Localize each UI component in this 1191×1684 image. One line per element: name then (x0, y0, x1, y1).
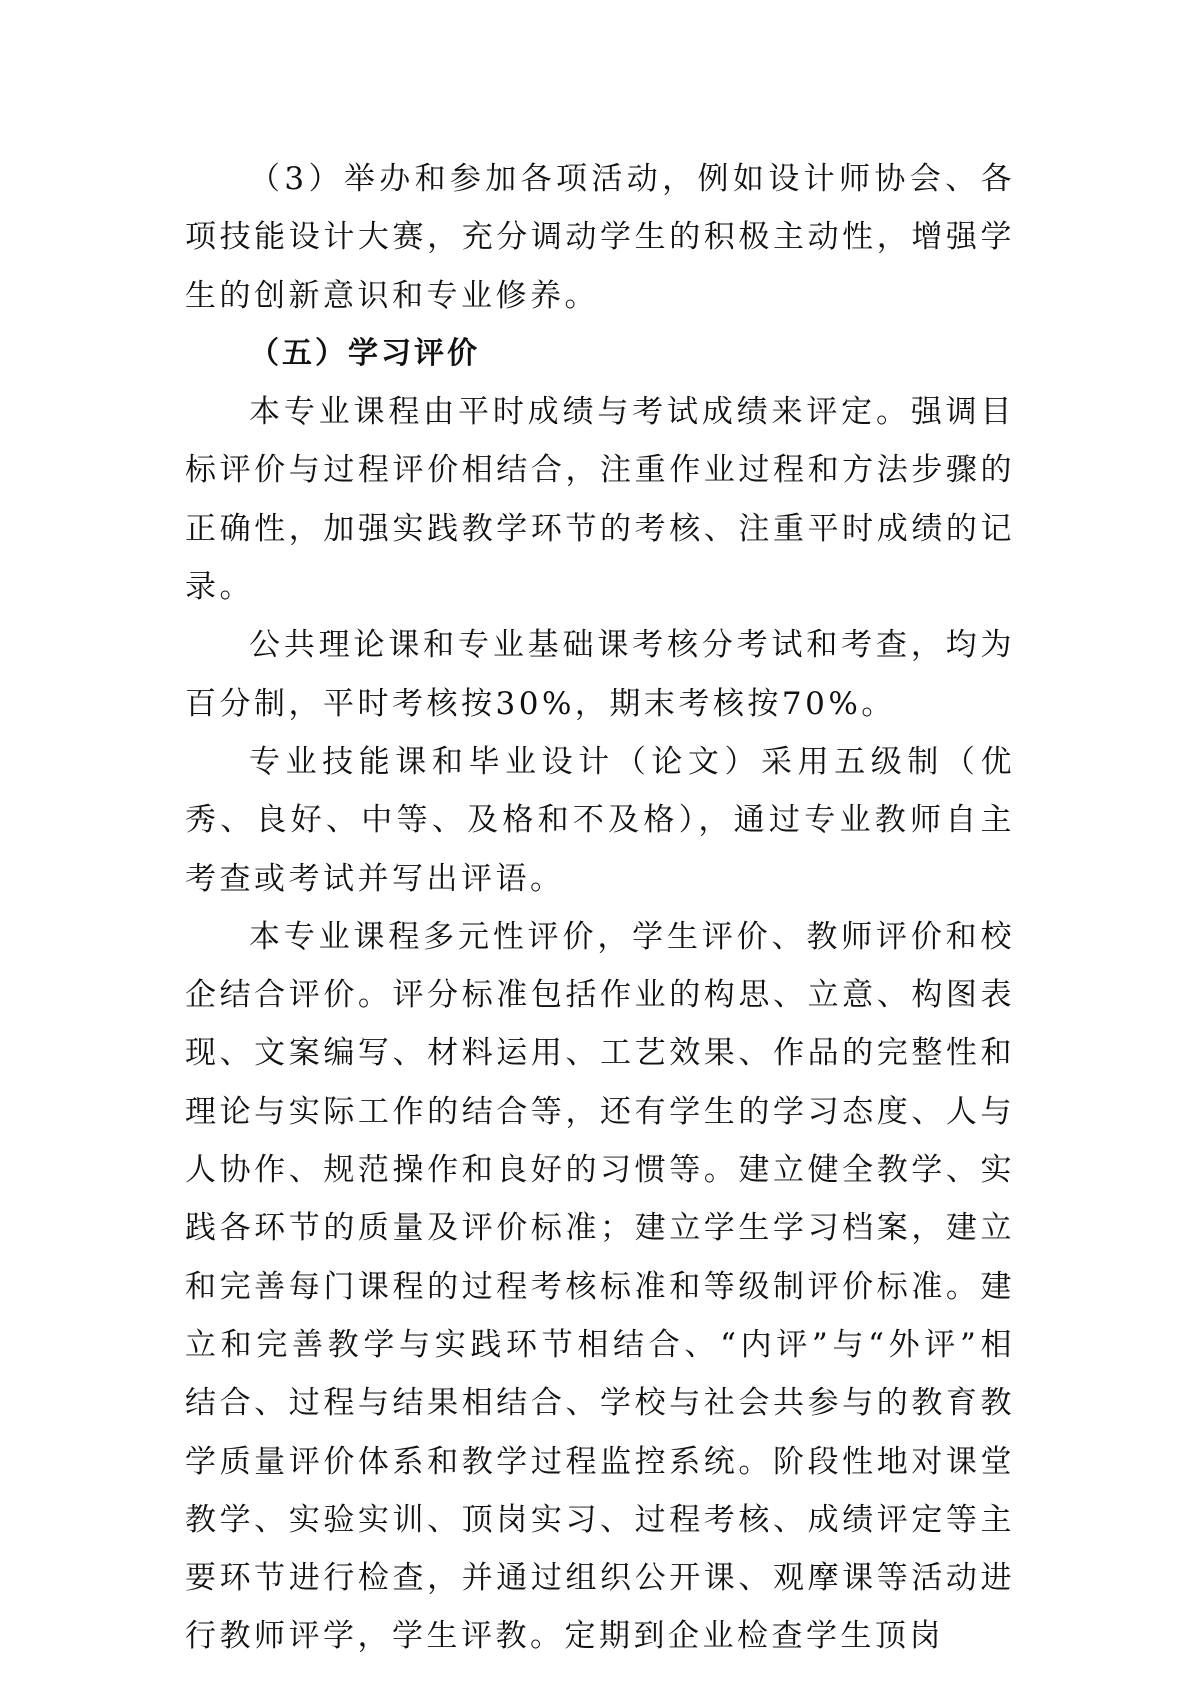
paragraph-multi-evaluation: 本专业课程多元性评价，学生评价、教师评价和校企结合评价。评分标准包括作业的构思、立意、构图表现、文案编写、材料运用、工艺效果、作品的完整性和理论与实际工作的结合等，还有学生的学习态度、人与人协作、规范操作和良好的习惯等。建立健全教学、实践各环节的质量及评价标准；建立学生学习档案，建立和完善每门课程的过程考核标准和等级制评价标准。建立和完善教学与实践环节相结合、“内评”与“外评”相结合、过程与结果相结合、学校与社会共参与的教育教学质量评价体系和教学过程监控系统。阶段性地对课堂教学、实验实训、顶岗实习、过程考核、成绩评定等主要环节进行检查，并通过组织公开课、观摩课等活动进行教师评学，学生评教。定期到企业检查学生顶岗 (185, 918, 1015, 1655)
paragraph-five-level-grading: 专业技能课和毕业设计（论文）采用五级制（优秀、良好、中等、及格和不及格），通过专业教师自主考查或考试并写出评语。 (185, 743, 1015, 897)
paragraph-public-course-assessment: 公共理论课和专业基础课考核分考试和考查，均为百分制，平时考核按30%，期末考核按70%。 (185, 627, 1015, 722)
paragraph-activities: （3）举办和参加各项活动，例如设计师协会、各项技能设计大赛，充分调动学生的积极主动性，增强学生的创新意识和专业修养。 (185, 161, 1015, 314)
document-body (185, 150, 1015, 1666)
section-heading-learning-evaluation: （五）学习评价 (249, 335, 480, 371)
paragraph-evaluation-basis: 本专业课程由平时成绩与考试成绩来评定。强调目标评价与过程评价相结合，注重作业过程和方法步骤的正确性，加强实践教学环节的考核、注重平时成绩的记录。 (185, 394, 1015, 606)
